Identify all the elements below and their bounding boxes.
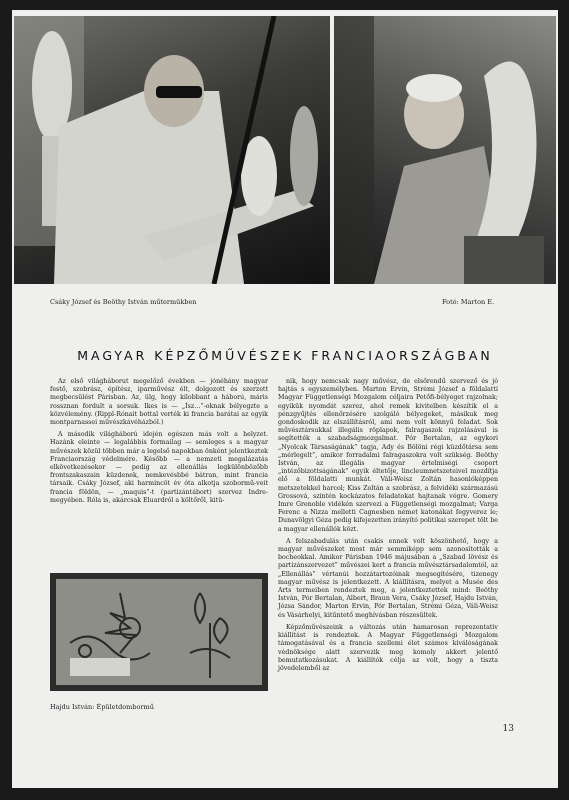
- photo-credit: Fotó: Marton E.: [442, 298, 495, 306]
- right-paragraph: nik, hogy nemcsak nagy művész, de elsőrendű szervező és jó hajtás s egyszemélyben. Marton Ervin, Strémi József a földalatti Magyar Függetlenségi Mozgalom céljaira Petőfi-bélyeget rajzolnak; egyikük nyomdát szerez, ahol remek kivitelben készítik el a pénzgyűjtés ellenőrzésére szolgáló bélyegeket, másikuk meg gondoskodik az elszállításról, ami nem volt könnyű feladat. Sok művésztársukkal illegális röplapok, falragaszok rajzolásával is segítették a szabadságmozgalmat. Pór Bertalan, az egykori „Nyolcak Társaságának” tagja, Ady és Bölöni régi küzdőtársa sem „mérlegelt”, amikor forradalmi falragaszokra volt szükség. Beöthy István, az illegális magyar értelmiségi csoport „intézőbizottságának” egyik éltetője, lincleumnetszeteivel mozdítja elő a földalatti munkát. Váli-Weisz Zoltán hasonlóképpen metszetekkel harcol; Kiss Zoltán a szobrász, a felvidéki származású Grossová, szintén kockázatos feladatokat hajtanak végre. Gomery Imre Grenoble vidékén szervezi a Függetlenségi mozgalmat; Varga Ferenc a Nizza melletti Cagnesben német katonákat fegyverez le; Dunavölgyi Géza pedig kifejezetten irányító politikai szerepet tölt be a magyar ellenállók közt.: [278, 378, 498, 533]
- left-paragraph: A második világháború idején egészen más volt a helyzet. Hazánk eleinte — legalábbis formailag — semleges s a magyar művészek közül többen már a legelső napokban önként jelentkeztek Franciaország védelmére. Később — a nemzeti megalázatás elkövetkezésekor — pedig az ellenállás legkülönbözőbb frontszakaszain küzdenek, nemkevésbbé bátran, mint francia társaik. Csáky József, aki harmincöt év óta alkotja szobormű-veit francia földön, — „maquis”-t (partizántábort) szervez Indre-megyében. Róla is, akárcsak Eluardról a költőről, kitü-: [50, 431, 268, 504]
- article-title: MAGYAR KÉPZŐMŰVÉSZEK FRANCIAORSZÁGBAN: [77, 348, 493, 363]
- magazine-page: [12, 10, 558, 788]
- relief-caption: Hajdu István: Épületdombormű: [50, 703, 154, 711]
- photo-csaky-studio: [14, 16, 330, 284]
- photo-right-illustration: [334, 16, 556, 284]
- photo-caption: Csáky József és Beöthy István műtermükben: [50, 298, 197, 306]
- left-paragraph: Az első világháborut megelőző években — jónéhány magyar festő, szobrász, építész, iparművész élt, dolgozott és szerzett megbecsülést Párisban. Az, ülg, hogy kilobbant a háború, máris rossznan fordult a sorsuk. Ikes is — „Ísz…”-oknak bélyegzte a közvélemény. (Rippl-Rónait bottal verték ki francia barátai az egyik montparnassei művészkávéházból.): [50, 378, 268, 427]
- right-column: [278, 378, 498, 677]
- left-column: [50, 378, 268, 509]
- photo-left-illustration: [14, 16, 330, 284]
- relief-photo: [50, 573, 268, 691]
- photo-beothy-studio: [334, 16, 556, 284]
- relief-illustration: [50, 573, 268, 691]
- page-number: 13: [502, 724, 514, 734]
- right-paragraph: A felszabadulás után csakis ennek volt köszönhető, hogy a magyar művészeket most már semmiképp sem azonosították a bocheokkal. Amikor Párisban 1946 májusában a „Szabad lövész és partizánszervezet” művészei kert a francia művésztársadalomtól, az „Ellenállás” vértanúi hozzátartozóinak megsegítésére, tizenegy magyar művész is jelentkezett. A kiállításra, melyet a Musée des Arts termeiben rendeztek meg, a jelentkeztettek mind: Beöthy István, Pór Bertalan, Albert, Braun Vera, Csáky József, Hajdu István, Józsa Sándor, Marton Ervin, Pór Bertalan, Strémi Géza, Váli-Weisz és Vásárhelyi, kitűntető meghívásban részesültek.: [278, 537, 498, 619]
- right-paragraph: Képzőművészeink a változás után hamarosan reprezentativ kiállítást is rendeztek. A Magyar Függetlenségi Mozgalom támogatásával és a francia szellemi élet számos kiválóságának védnöksége alatt szervezik meg komoly akkert jelentő bemutatkozásukat. A kiállítók célja az volt, hogy a tiszta jövedelemből az: [278, 623, 498, 672]
